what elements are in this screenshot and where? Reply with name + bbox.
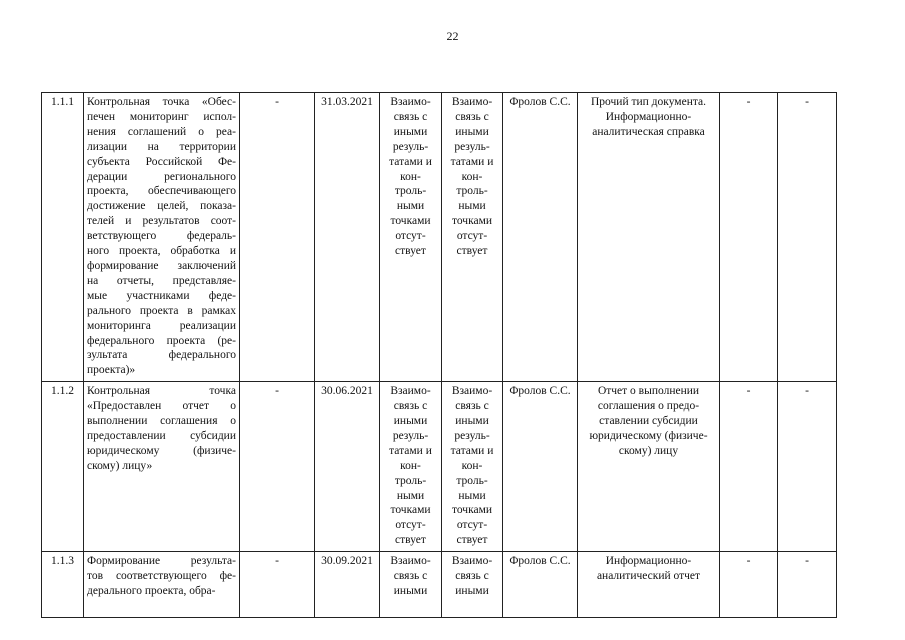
control-point-name-line: зультата федерального xyxy=(87,349,236,362)
relation-predecessor xyxy=(380,382,442,552)
control-point-name-line: проекта)» xyxy=(87,364,136,377)
deadline-date: 31.03.2021 xyxy=(315,93,380,382)
base-value-cell: - xyxy=(240,382,315,552)
control-point-name-line: субъекта Российской Фе- xyxy=(87,155,236,168)
info-system-cell: - xyxy=(778,93,837,382)
relation-predecessor-line: Взаимо- xyxy=(390,96,431,108)
control-point-name-line: Формирование результа- xyxy=(87,555,236,568)
level-control-cell: - xyxy=(720,382,778,552)
level-control-cell: - xyxy=(720,552,778,618)
relation-predecessor xyxy=(380,93,442,382)
relation-predecessor-line: связь с xyxy=(393,400,428,413)
relation-predecessor-line: татами и xyxy=(389,444,432,457)
relation-predecessor-line: точками xyxy=(390,215,431,228)
level-control-cell: - xyxy=(720,93,778,382)
control-point-name-line: дерации регионального xyxy=(87,170,236,183)
relation-successor-line: ными xyxy=(458,200,486,213)
relation-predecessor xyxy=(380,552,442,618)
relation-predecessor-line: кон- xyxy=(400,459,421,472)
control-point-name-line: Контрольная точка xyxy=(87,385,236,398)
document-type-line: Прочий тип документа. xyxy=(591,96,706,108)
relation-successor-line: связь с xyxy=(455,110,489,123)
table-row xyxy=(42,552,837,618)
relation-predecessor-line: иными xyxy=(393,415,428,428)
relation-predecessor-line: Взаимо- xyxy=(390,385,431,398)
table-body xyxy=(42,93,837,618)
control-point-name-line: федерального проекта (ре- xyxy=(87,334,236,347)
relation-predecessor-line: ными xyxy=(396,489,425,502)
relation-predecessor-line: отсут- xyxy=(395,519,426,532)
responsible-person: Фролов С.С. xyxy=(503,93,578,382)
relation-successor-line: иными xyxy=(455,415,489,428)
document-type xyxy=(578,382,720,552)
relation-successor-line: Взаимо- xyxy=(451,555,493,568)
control-point-name-line: рального проекта в рамках xyxy=(87,304,236,317)
relation-successor-line: точками xyxy=(451,504,493,517)
relation-successor-line: ными xyxy=(458,489,486,502)
control-point-name-line: юридическому (физиче- xyxy=(87,444,236,457)
control-point-name-line: скому) лицу» xyxy=(87,459,153,472)
control-point-name-line: проекта, обеспечивающего xyxy=(87,185,236,198)
control-point-name-line: предоставлении субсидии xyxy=(87,429,236,442)
document-type-line: аналитическая справка xyxy=(592,125,705,138)
responsible-person: Фролов С.С. xyxy=(503,552,578,618)
relation-predecessor-line: связь с xyxy=(393,110,428,123)
control-point-name-line: тов соответствующего фе- xyxy=(87,570,236,583)
relation-successor-line: ствует xyxy=(456,534,488,547)
relation-successor-line: отсут- xyxy=(456,519,488,532)
document-type-line: скому) лицу xyxy=(618,444,679,457)
control-point-name-line: выполнении соглашения о xyxy=(87,415,236,428)
document-type-line: Информационно- xyxy=(605,110,692,123)
relation-successor xyxy=(442,382,503,552)
relation-predecessor-line: резуль- xyxy=(392,429,429,442)
relation-successor-line: Взаимо- xyxy=(451,96,493,108)
relation-successor-line: иными xyxy=(455,125,489,138)
row-number: 1.1.3 xyxy=(42,552,84,618)
relation-predecessor-line: точками xyxy=(390,504,431,517)
control-point-name-line: формирование заключений xyxy=(87,259,236,272)
document-type-line: ставлении субсидии xyxy=(599,415,698,428)
document-type-line: юридическому (физиче- xyxy=(589,429,708,442)
info-system-cell: - xyxy=(778,382,837,552)
relation-predecessor-line: Взаимо- xyxy=(390,555,431,568)
relation-predecessor-line: отсут- xyxy=(395,230,426,243)
document-type xyxy=(578,93,720,382)
control-point-name-line: лизации на территории xyxy=(87,140,236,153)
base-value-cell: - xyxy=(240,93,315,382)
relation-predecessor-line: ствует xyxy=(395,534,426,547)
relation-predecessor-line: связь с xyxy=(393,570,428,583)
page-number: 22 xyxy=(446,29,459,43)
relation-predecessor-line: татами и xyxy=(389,155,432,168)
control-point-name-line: ного проекта, обработка и xyxy=(87,245,236,258)
document-type-line: аналитический отчет xyxy=(596,570,701,583)
control-point-name-line: печен мониторинг испол- xyxy=(87,110,236,123)
table-row xyxy=(42,93,837,382)
document-type-line: соглашения о предо- xyxy=(597,400,700,413)
row-number: 1.1.2 xyxy=(42,382,84,552)
control-point-name xyxy=(84,93,240,382)
relation-successor-line: ствует xyxy=(456,245,488,258)
control-point-name-line: телей и результатов соот- xyxy=(87,215,236,228)
relation-successor-line: татами и xyxy=(450,444,494,457)
relation-predecessor-line: троль- xyxy=(394,474,427,487)
row-number: 1.1.1 xyxy=(42,93,84,382)
deadline-date: 30.06.2021 xyxy=(315,382,380,552)
control-point-name-line: нения соглашений о реа- xyxy=(87,125,236,138)
relation-successor-line: отсут- xyxy=(456,230,488,243)
relation-successor xyxy=(442,93,503,382)
base-value-cell: - xyxy=(240,552,315,618)
relation-predecessor-line: ствует xyxy=(395,245,426,258)
relation-predecessor-line: иными xyxy=(393,125,428,138)
relation-successor-line: Взаимо- xyxy=(451,385,493,398)
relation-predecessor-line: ными xyxy=(396,200,425,213)
control-point-name-line: достижение целей, показа- xyxy=(87,200,236,213)
relation-successor-line: связь с xyxy=(455,400,489,413)
relation-successor-line: татами и xyxy=(450,155,494,168)
relation-predecessor-line: иными xyxy=(393,585,428,597)
relation-successor-line: троль- xyxy=(456,474,488,487)
relation-predecessor-line: кон- xyxy=(400,170,421,183)
control-point-name-line: ветствующего федераль- xyxy=(87,230,236,243)
relation-predecessor-line: резуль- xyxy=(392,140,429,153)
responsible-person: Фролов С.С. xyxy=(503,382,578,552)
control-point-name-line: мониторинга реализации xyxy=(87,319,236,332)
relation-successor-line: кон- xyxy=(461,459,483,472)
control-point-name-line: «Предоставлен отчет о xyxy=(87,400,236,413)
relation-successor-line: троль- xyxy=(456,185,488,198)
deadline-date: 30.09.2021 xyxy=(315,552,380,618)
relation-successor-line: связь с xyxy=(455,570,489,583)
info-system-cell: - xyxy=(778,552,837,618)
relation-successor-line: точками xyxy=(451,215,493,228)
relation-successor-line: резуль- xyxy=(454,429,490,442)
document-type-line: Отчет о выполнении xyxy=(597,385,700,398)
control-point-name-line: мые участниками феде- xyxy=(87,289,236,302)
control-point-name-line: дерального проекта, обра- xyxy=(87,585,216,597)
control-points-table xyxy=(41,92,837,618)
document-type-line: Информационно- xyxy=(605,555,692,568)
control-point-name-line: Контрольная точка «Обес- xyxy=(87,96,236,108)
relation-successor xyxy=(442,552,503,618)
relation-successor-line: кон- xyxy=(461,170,483,183)
document-type xyxy=(578,552,720,618)
relation-predecessor-line: троль- xyxy=(394,185,427,198)
control-point-name xyxy=(84,382,240,552)
control-point-name xyxy=(84,552,240,618)
relation-successor-line: резуль- xyxy=(454,140,490,153)
relation-successor-line: иными xyxy=(455,585,489,597)
control-point-name-line: на отчеты, представляе- xyxy=(87,274,236,287)
table-row xyxy=(42,382,837,552)
